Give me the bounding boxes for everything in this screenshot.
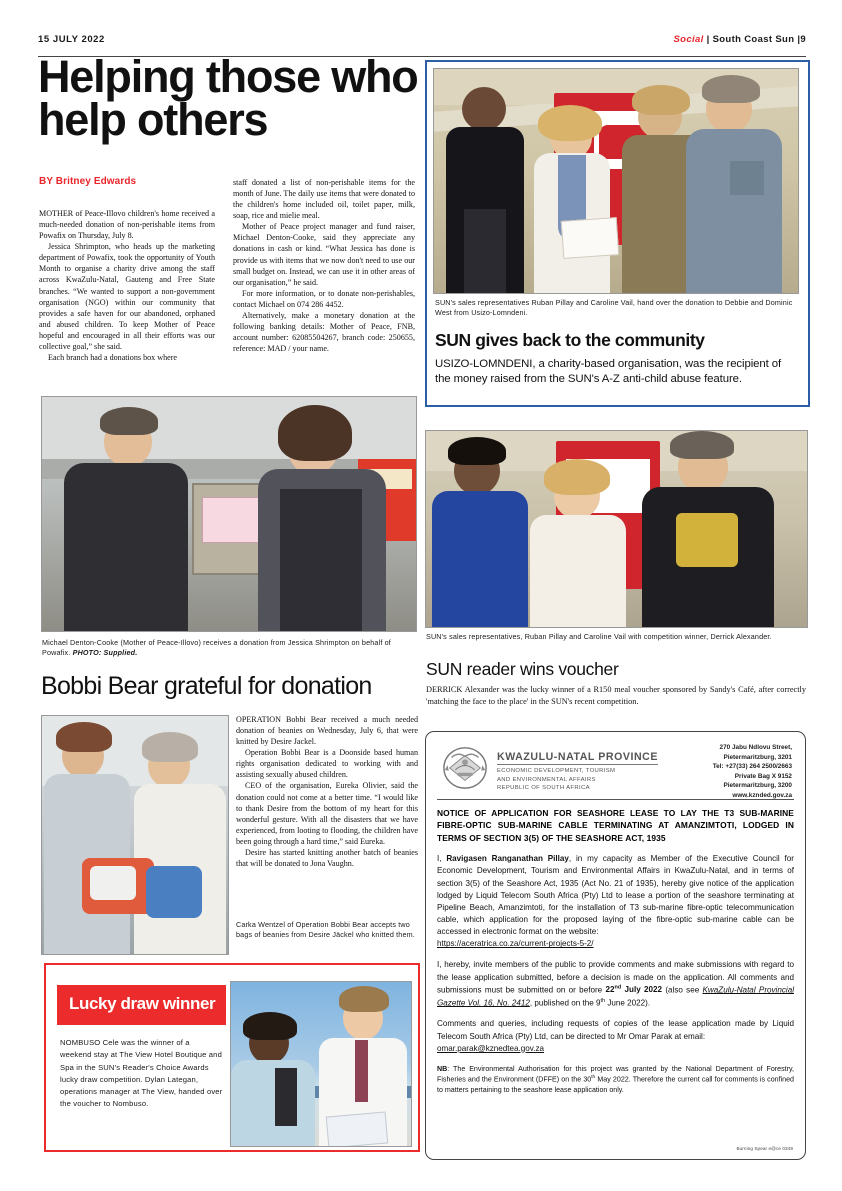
sun-gives-back-standfirst: USIZO-LOMNDENI, a charity-based organisation, was the recipient of the money raised from the SUN's A-Z anti-child abuse feature.: [435, 358, 782, 386]
address-line: Pietermaritzburg, 3200: [723, 782, 792, 790]
department-subtitle-line: ECONOMIC DEVELOPMENT, TOURISM: [497, 768, 616, 774]
folio-line: [673, 34, 806, 45]
submission-deadline: [605, 985, 662, 994]
legal-notice-nb: [437, 1064, 794, 1096]
paragraph-text: May 2022. Therefore the current call for comments is confined to matters pertaining to the seashore lease application only.: [437, 1075, 795, 1095]
paragraph: OPERATION Bobbi Bear received a much needed donation of beanies on Wednesday, July 6, that were knitted by Desire Jackel.: [236, 715, 418, 747]
caption-powafix-donation: [42, 638, 414, 658]
photo-usizo-handover: [433, 68, 799, 294]
paragraph: Desire has started knitting another batch of beanies that will be donated to Jona Vaughn.: [236, 847, 418, 869]
sun-gives-back-box: [425, 60, 810, 407]
legal-notice-paragraph-3: [437, 1018, 794, 1054]
caption-text: Michael Denton-Cooke (Mother of Peace-Illovo) receives a donation from Jessica Shrimpton on behalf of Powafix.: [42, 638, 391, 658]
caption-text: SUN's sales representatives, Ruban Pillay and Caroline Vail with competition winner, Derrick Alexander.: [426, 632, 772, 641]
paragraph: Alternatively, make a monetary donation at the following banking details: Mother of Peace, FNB, account number: 62085504267, branch code: 250655, reference: MAD / your name.: [233, 310, 415, 354]
paragraph: Operation Bobbi Bear is a Doonside based human rights organisation dedicated to working with and assisting sexually abused children.: [236, 748, 418, 780]
lucky-draw-tag-label: Lucky draw winner: [69, 994, 216, 1013]
lead-byline: BY Britney Edwards: [39, 176, 137, 187]
department-name: KWAZULU-NATAL PROVINCE: [497, 751, 658, 763]
legal-notice-title: NOTICE OF APPLICATION FOR SEASHORE LEASE TO LAY THE T3 SUB-MARINE FIBRE-OPTIC SUB-MARINE CABLE TERMINATING AT AMANZIMTOTI, LODGED IN TERMS OF SECTION 3(5) OF THE SEASHORE ACT, 1935: [437, 808, 794, 843]
department-subtitle-line: AND ENVIRONMENTAL AFFAIRS: [497, 776, 596, 783]
paragraph-text: , in my capacity as Member of the Executive Council for Economic Development, Tourism and Environmental Affairs in KwaZulu-Natal, and in terms of section 3(5) of the Seashore Act, 1935 (Act No. 21 of 1935), hereby give notice of the application lodged by Liquid Telecom South Africa (Pty) Ltd to lease a portion of the seashore terminating at Pipeline Beach, Amanzimtoti, for the installation of T3 sub-marine fibre-optic telecommunication cable, which application for the proposed laying of the fibre-optic sub-marine cable can be accessed in electronic format on the website:: [437, 854, 794, 937]
sun-reader-body: [426, 684, 806, 707]
sun-gives-back-headline: SUN gives back to the community: [435, 330, 705, 350]
department-subtitle: [497, 767, 658, 793]
lucky-draw-box: [44, 963, 420, 1152]
lead-body-column-b: [233, 177, 415, 354]
paragraph-text: : The Environmental Authorisation for this project was granted by the National Department of Forestry, Fisheries and the Environment (DFFE) on the 30: [437, 1064, 794, 1084]
caption-competition-winner: [426, 632, 804, 642]
legal-notice-box: [425, 731, 806, 1160]
paragraph-text: (also see: [662, 985, 703, 995]
paragraph: MOTHER of Peace-Illovo children's home received a much-needed donation of non-perishable items from Powafix on Thursday, July 8.: [39, 209, 215, 241]
department-website[interactable]: www.kznded.gov.za: [732, 792, 792, 800]
folio-separator: |: [703, 34, 713, 45]
issue-date: 15 JULY 2022: [38, 34, 105, 45]
department-subtitle-line: REPUBLIC OF SOUTH AFRICA: [497, 785, 590, 792]
legal-notice-paragraph-1: [437, 853, 794, 950]
coat-of-arms-icon: [440, 743, 490, 791]
department-address: [713, 743, 792, 801]
paragraph-lead: I,: [437, 854, 447, 864]
deadline-day: 22: [605, 985, 615, 995]
publication-name: South Coast Sun: [712, 34, 798, 45]
photo-lucky-draw-winner: [230, 981, 412, 1147]
paragraph: DERRICK Alexander was the lucky winner of a R150 meal voucher sponsored by Sandy's Café, after correctly 'matching the face to the place' in the SUN's recent competition.: [426, 685, 806, 706]
paragraph: CEO of the organisation, Eureka Olivier, said the donation could not come at a better time. “I would like to thank Desire from the bottom of my heart for this wonderful gesture. With all the disasters that we have experienced, from looting to flooding, the children have been going through a hard time,” said Eureka.: [236, 781, 418, 846]
caption-text: SUN's sales representatives Ruban Pillay and Caroline Vail, hand over the donation to Debbie and Dominic West from Usizo-Lomndeni.: [435, 298, 793, 318]
lead-body-column-a: [39, 208, 215, 363]
lead-headline: Helping those who help others: [38, 51, 418, 145]
department-identity: [497, 747, 658, 793]
deadline-month-year: July 2022: [621, 985, 663, 995]
bobbi-bear-headline: Bobbi Bear grateful for donation: [41, 672, 372, 700]
bobbi-bear-body: [236, 714, 418, 869]
deadline-suffix: nd: [614, 984, 622, 991]
sun-reader-headline: SUN reader wins voucher: [426, 659, 619, 679]
address-line: Pietermaritzburg, 3201: [723, 753, 792, 761]
gazette-reference: KwaZulu-Natal Provincial Gazette Vol. 16, No. 2412: [437, 985, 795, 1008]
advert-reference-code: Burning Spear e@ce 0349: [736, 1146, 793, 1151]
photo-competition-winner: [425, 430, 808, 628]
address-line: Private Bag X 9152: [734, 772, 792, 780]
project-website-link[interactable]: https://aceratrica.co.za/current-projects-5-2/: [437, 939, 594, 949]
applicant-name: Ravigasen Ranganathan Pillay: [446, 854, 569, 864]
paragraph-text: I, hereby, invite members of the public to provide comments and make submissions with regard to the lease application submitted, before a decision is made on the application. All comments and submissions must be submitted on or before: [437, 960, 794, 995]
photo-credit: PHOTO: Supplied.: [72, 648, 138, 658]
address-line: Tel: +27(33) 264 2500/2663: [712, 763, 792, 771]
paragraph-text: Comments and queries, including requests of copies of the lease application made by Liquid Telecom South Africa (Pty) Ltd, can be directed to Mr Omar Parak at email:: [437, 1019, 794, 1041]
contact-email-link[interactable]: omar.parak@kznedtea.gov.za: [437, 1043, 545, 1053]
nb-label: NB: [437, 1064, 448, 1073]
caption-text: Carka Wentzel of Operation Bobbi Bear accepts two bags of beanies from Desire Jäckel who knitted them.: [236, 920, 415, 940]
legal-notice-paragraph-2: [437, 959, 794, 1009]
paragraph: Jessica Shrimpton, who heads up the marketing department of Powafix, took the opportunity of Youth Month to organise a charity drive among the staff across KwaZulu-Natal, Gauteng and Free State branches. “We wanted to support a non-government organisation (NGO) within our community that provides a safe haven for our abandoned, orphaned and abused children. To keep Mother of Peace hopeful and encouraged in all their efforts was our collective goal,” she said.: [39, 242, 215, 351]
date-suffix: th: [600, 997, 606, 1004]
paragraph: Mother of Peace project manager and fund raiser, Michael Denton-Cooke, said they appreciate any donations in cash or kind. “What Jessica has done is provide us with items that we now don't need to use our small budget on. Instead, we can use it in other areas of our organisation,” he said.: [233, 222, 415, 287]
paragraph: Each branch had a donations box where: [48, 353, 178, 363]
lucky-draw-body: NOMBUSO Cele was the winner of a weekend stay at The View Hotel Boutique and Spa in the SUN's Reader's Choice Awards lucky draw competition. Dylan Lategan, operations manager at The View, handed over the voucher to Nombuso.: [60, 1038, 223, 1109]
paragraph-text: , published on the 9: [529, 998, 601, 1008]
date-suffix: th: [591, 1075, 596, 1081]
page-number: |9: [797, 34, 806, 45]
legal-notice-header: [437, 741, 794, 800]
address-line: 270 Jabu Ndlovu Street,: [719, 744, 792, 751]
photo-bobbi-bear-beanies: [41, 715, 229, 955]
section-name: Social: [673, 34, 704, 45]
lucky-draw-tag: [57, 985, 226, 1025]
paragraph: staff donated a list of non-perishable items for the month of June. The daily use items that were donated to the children's home included oil, toilet paper, milk, soap, rice and mielie meal.: [233, 178, 415, 221]
caption-usizo-handover: [435, 298, 795, 318]
caption-bobbi-bear-beanies: [236, 920, 418, 940]
paragraph: For more information, or to donate non-perishables, contact Michael on 074 286 4452.: [233, 288, 415, 309]
photo-powafix-donation: [41, 396, 417, 632]
paragraph-text: June 2022).: [605, 998, 651, 1008]
